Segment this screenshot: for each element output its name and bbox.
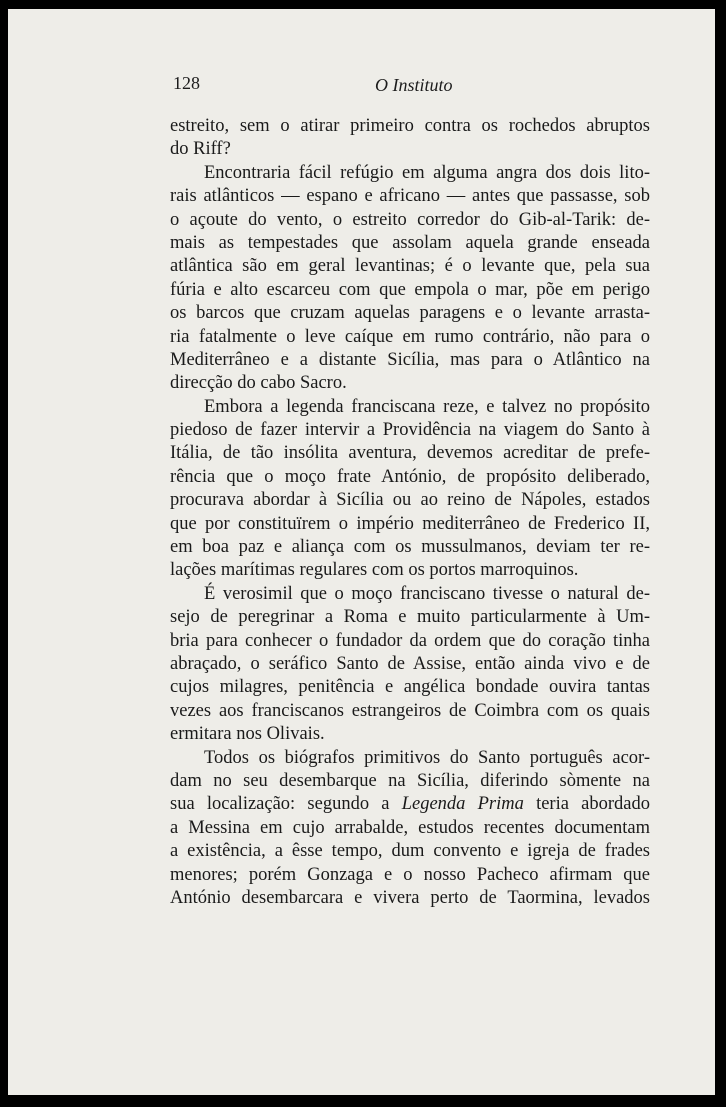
text-line: a Messina em cujo arrabalde, estudos recentes documentam	[170, 817, 650, 838]
text-line: os barcos que cruzam aquelas paragens e o levante arrasta-	[170, 303, 650, 324]
text-line: rência que o moço frate António, de propósito deliberado,	[170, 466, 650, 487]
text-line: Todos os biógrafos primitivos do Santo português acor-	[204, 747, 650, 768]
text-line: que por constituïrem o império mediterrâneo de Frederico II,	[170, 513, 650, 534]
body-text	[170, 115, 650, 910]
text-line: fúria e alto escarceu com que empola o mar, põe em perigo	[170, 279, 650, 300]
text-line: Mediterrâneo e a distante Sicília, mas para o Atlântico na	[170, 349, 650, 370]
text-line: direcção do cabo Sacro.	[170, 373, 347, 394]
paragraph	[170, 162, 650, 396]
text-line: É verosimil que o moço franciscano tivesse o natural de-	[204, 583, 650, 604]
text-line: rais atlânticos — espano e africano — antes que passasse, sob	[170, 186, 650, 207]
paragraph	[170, 115, 650, 162]
running-title: O Instituto	[375, 75, 453, 95]
text-line: sejo de peregrinar a Roma e muito particularmente à Um-	[170, 607, 650, 628]
text-line: Encontraria fácil refúgio em alguma angra dos dois lito-	[204, 162, 650, 183]
text-line: estreito, sem o atirar primeiro contra os rochedos abruptos	[170, 116, 650, 136]
text-line: sua localização: segundo a Legenda Prima teria abordado	[170, 794, 650, 815]
text-line: Embora a legenda franciscana reze, e talvez no propósito	[204, 396, 650, 417]
page-number: 128	[173, 73, 200, 93]
text-line: menores; porém Gonzaga e o nosso Pacheco afirmam que	[170, 864, 650, 885]
text-line: bria para conhecer o fundador da ordem que do coração tinha	[170, 630, 650, 651]
text-line: piedoso de fazer intervir a Providência na viagem do Santo à	[170, 420, 650, 441]
text-line: em boa paz e aliança com os mussulmanos, deviam ter re-	[170, 537, 650, 558]
text-line: procurava abordar à Sicília ou ao reino de Nápoles, estados	[170, 490, 650, 511]
book-page	[8, 9, 715, 1095]
page-header	[173, 73, 648, 95]
paragraph	[170, 747, 650, 911]
text-line: abraçado, o seráfico Santo de Assise, então ainda vivo e de	[170, 653, 650, 674]
text-line: lações marítimas regulares com os portos marroquinos.	[170, 560, 579, 581]
text-line: ermitara nos Olivais.	[170, 724, 325, 745]
text-line: vezes aos franciscanos estrangeiros de Coimbra com os quais	[170, 700, 650, 721]
text-line: António desembarcara e vivera perto de Taormina, levados	[170, 887, 650, 908]
text-line: ria fatalmente o leve caíque em rumo contrário, não para o	[170, 326, 650, 347]
text-line: a existência, a êsse tempo, dum convento e igreja de frades	[170, 841, 650, 862]
text-line: mais as tempestades que assolam aquela grande enseada	[170, 232, 650, 253]
text-line: atlântica são em geral levantinas; é o levante que, pela sua	[170, 256, 650, 277]
text-line: dam no seu desembarque na Sicília, diferindo sòmente na	[170, 770, 650, 791]
paragraph	[170, 396, 650, 583]
text-line: o açoute do vento, o estreito corredor do Gib-al-Tarik: de-	[170, 209, 650, 230]
text-line: do Riff?	[170, 139, 231, 160]
text-line: cujos milagres, penitência e angélica bondade ouvira tantas	[170, 677, 650, 698]
paragraph	[170, 583, 650, 747]
text-line: Itália, de tão insólita aventura, devemos acreditar de prefe-	[170, 443, 650, 464]
italic-title: Legenda Prima	[401, 794, 524, 815]
